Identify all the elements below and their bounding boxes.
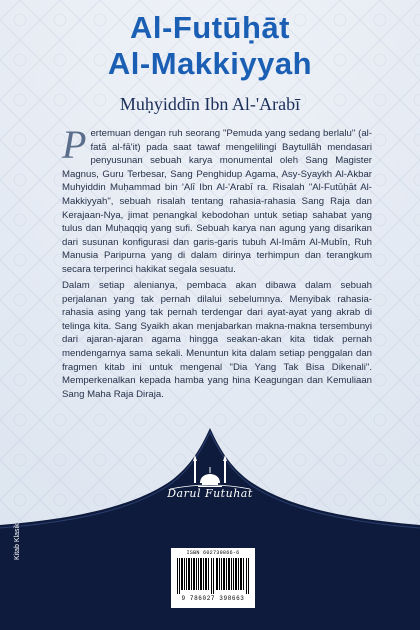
barcode-label <box>171 548 255 608</box>
barcode-digits: 9 786027 398663 <box>181 595 245 602</box>
category-label: Kitab Klasik <box>14 523 21 560</box>
author-name: Muḥyiddīn Ibn Al-'Arabī <box>119 94 301 114</box>
book-title-line1: Al-Futūḥāt <box>130 10 290 45</box>
barcode-icon <box>175 558 251 594</box>
drop-cap: P <box>62 122 87 167</box>
synopsis-paragraph-2: Dalam setiap alenianya, pembaca akan dibawa dalam sebuah perjalanan yang tak pernah dilalui sebelumnya. Menyibak rahasia-rahasia asing yang tak pernah terdengar dari ayat-ayat yang akrab di telinga kita. Sang Syaikh akan menjabarkan makna-makna tersembunyi dari ajaran-ajaran agama hingga seakan-akan kita tidak pernah mendengarnya sama sekali. Menuntun kita dalam setiap penggalan dan fragmen kitab ini untuk mengenal "Dia Yang Tak Bisa Dikenali". Memperkenalkan kepada hamba yang hina Keagungan dan Kemuliaan Sang Maha Raja Diraja. <box>62 280 372 400</box>
synopsis-paragraph-1-text: ertemuan dengan ruh seorang "Pemuda yang sedang berlalu" (al-fatā al-fā'it) pada saat tawaf mengelilingi Baytullāh mendasari penyusunan sebuah karya monumental oleh Sang Magister Magnus, Guru Terbesar, Sang Penghidup Agama, Asy-Syaykh Al-Akbar Muhyiddin Muḥammad bin 'Alī Ibn Al-'Arabī ra. Risalah "Al-Futūḥāt Al-Makkiyyah", sebuah risalah tentang rahasia-rahasia Sang Raja dan Kerajaan-Nya, jimat penangkal kebodohan untuk setiap sahabat yang tulus dan Muḥaqqiq yang sufi. Sebuah karya nan agung yang disarikan dari susunan konfigurasi dan garis-garis tubuh Al-Imām Al-Mubīn, Ruh Manusia Paripurna yang di dalam dirinya terhimpun dan terangkum secara terperinci hakikat segala sesuatu. <box>62 128 372 275</box>
synopsis-paragraph-1 <box>62 122 372 277</box>
publisher-name: Darul Futuhat <box>167 487 253 500</box>
book-title-line2: Al-Makkiyyah <box>107 46 313 81</box>
isbn-text: ISBN 602739866-6 <box>186 550 240 556</box>
